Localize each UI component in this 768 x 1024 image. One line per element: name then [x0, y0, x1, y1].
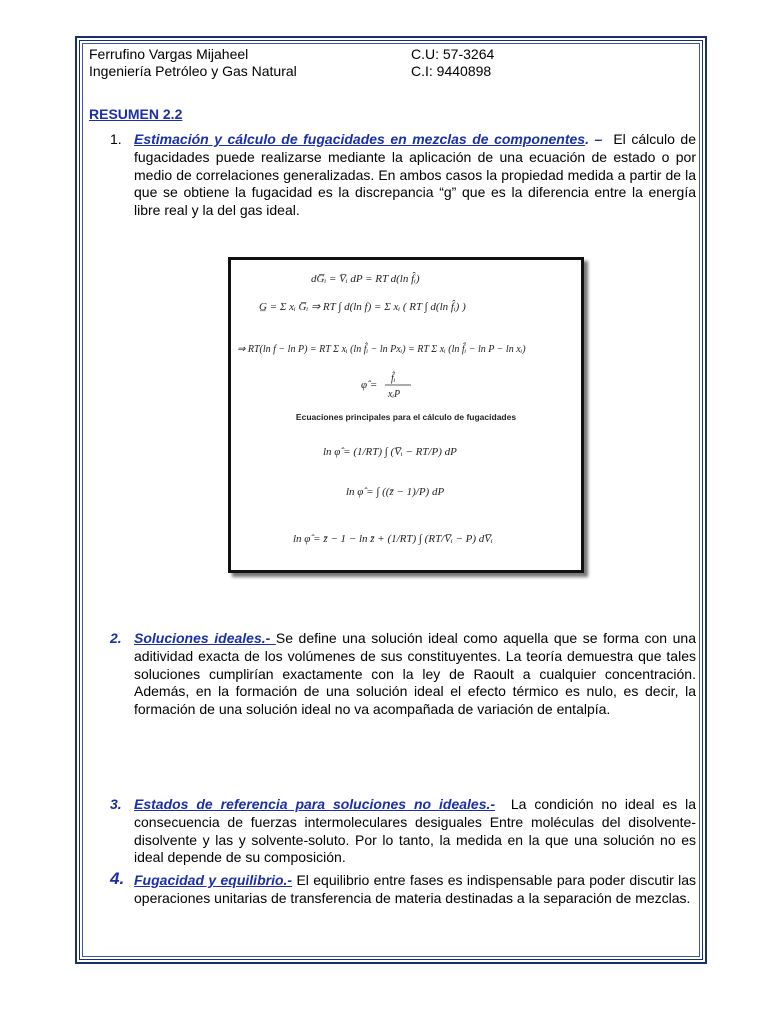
header-left [89, 46, 297, 80]
list-item-3 [110, 796, 696, 867]
header-right [411, 46, 494, 80]
item-number: 3. [110, 796, 122, 812]
equation-4-lhs: φ̂ = [361, 379, 378, 391]
section-title: RESUMEN 2.2 [89, 106, 183, 122]
equation-4-num: f̂ᵢ [391, 373, 396, 384]
item-title-sep: . – [585, 131, 603, 147]
item-number: 2. [110, 630, 122, 646]
list-item-4 [110, 869, 697, 908]
equation-4-den: xᵢP [388, 389, 401, 400]
item-number: 1. [110, 131, 122, 147]
item-title: Estimación y cálculo de fugacidades en mezclas de componentes [134, 131, 586, 147]
equation-2: G̲ = Σ xᵢ G̅ᵢ ⇒ RT ∫ d(ln f) = Σ xᵢ ( RT ∫ d(ln f̂ᵢ) ) [259, 301, 466, 313]
list-item-1 [110, 131, 696, 220]
list-item-2 [110, 630, 696, 719]
equation-6: ln φ̂ = ∫ ((z̄ − 1)/P) dP [346, 486, 445, 498]
item-text: Se define una solución ideal como aquella que se forma con una aditividad exacta de los volúmenes de sus constituyentes. La teoría demuestra que tales soluciones cumplirían exactamente con la ley de Raoult a cualquier concentración. Además, en la formación de una solución ideal el efecto térmico es nulo, es decir, la formación de una solución ideal no va acompañada de variación de entalpía. [134, 630, 696, 718]
item-title: Soluciones ideales.- [134, 630, 276, 646]
program-name: Ingeniería Petróleo y Gas Natural [89, 63, 297, 79]
item-text: El equilibrio entre fases es indispensable para poder discutir las operaciones unitarias de transferencia de materia destinadas a la separación de mezclas. [134, 872, 697, 906]
cu-id: C.U: 57-3264 [411, 46, 495, 62]
item-number: 4. [110, 869, 125, 888]
equation-image [228, 257, 584, 573]
equation-1: dG̅ᵢ = V̅ᵢ dP = RT d(ln f̂ᵢ) [311, 273, 420, 285]
author-name: Ferrufino Vargas Mijaheel [89, 46, 249, 62]
item-text: La condición no ideal es la consecuencia de fuerzas intermoleculares desiguales Entre moléculas del disolvente-disolvente y las y solvente-soluto. Por lo tanto, la medida en la que una solución no es ideal depende de su composición. [134, 796, 696, 866]
equation-7: ln φ̂ = z̄ − 1 − ln z̄ + (1/RT) ∫ (RT/V̅ᵢ − P) dV̅ᵢ [293, 533, 493, 545]
item-title: Estados de referencia para soluciones no ideales.- [134, 796, 496, 812]
item-title: Fugacidad y equilibrio.- [134, 872, 293, 888]
equation-5: ln φ̂ = (1/RT) ∫ (V̅ᵢ − RT/P) dP [323, 446, 457, 458]
ci-id: C.I: 9440898 [411, 63, 492, 79]
equation-3: ⇒ RT(ln f − ln P) = RT Σ xᵢ (ln f̂ᵢ − ln Pxᵢ) = RT Σ xᵢ (ln f̂ᵢ − ln P − ln xᵢ) [237, 344, 526, 355]
item-text: El cálculo de fugacidades puede realizarse mediante la aplicación de una ecuación de estado o por medio de correlaciones generalizadas. En ambos casos la propiedad medida a partir de la que se obtiene la fugacidad es la discrepancia “g” que es la diferencia entre la energía libre real y la del gas ideal. [134, 131, 696, 219]
equation-caption: Ecuaciones principales para el cálculo de fugacidades [295, 412, 517, 422]
